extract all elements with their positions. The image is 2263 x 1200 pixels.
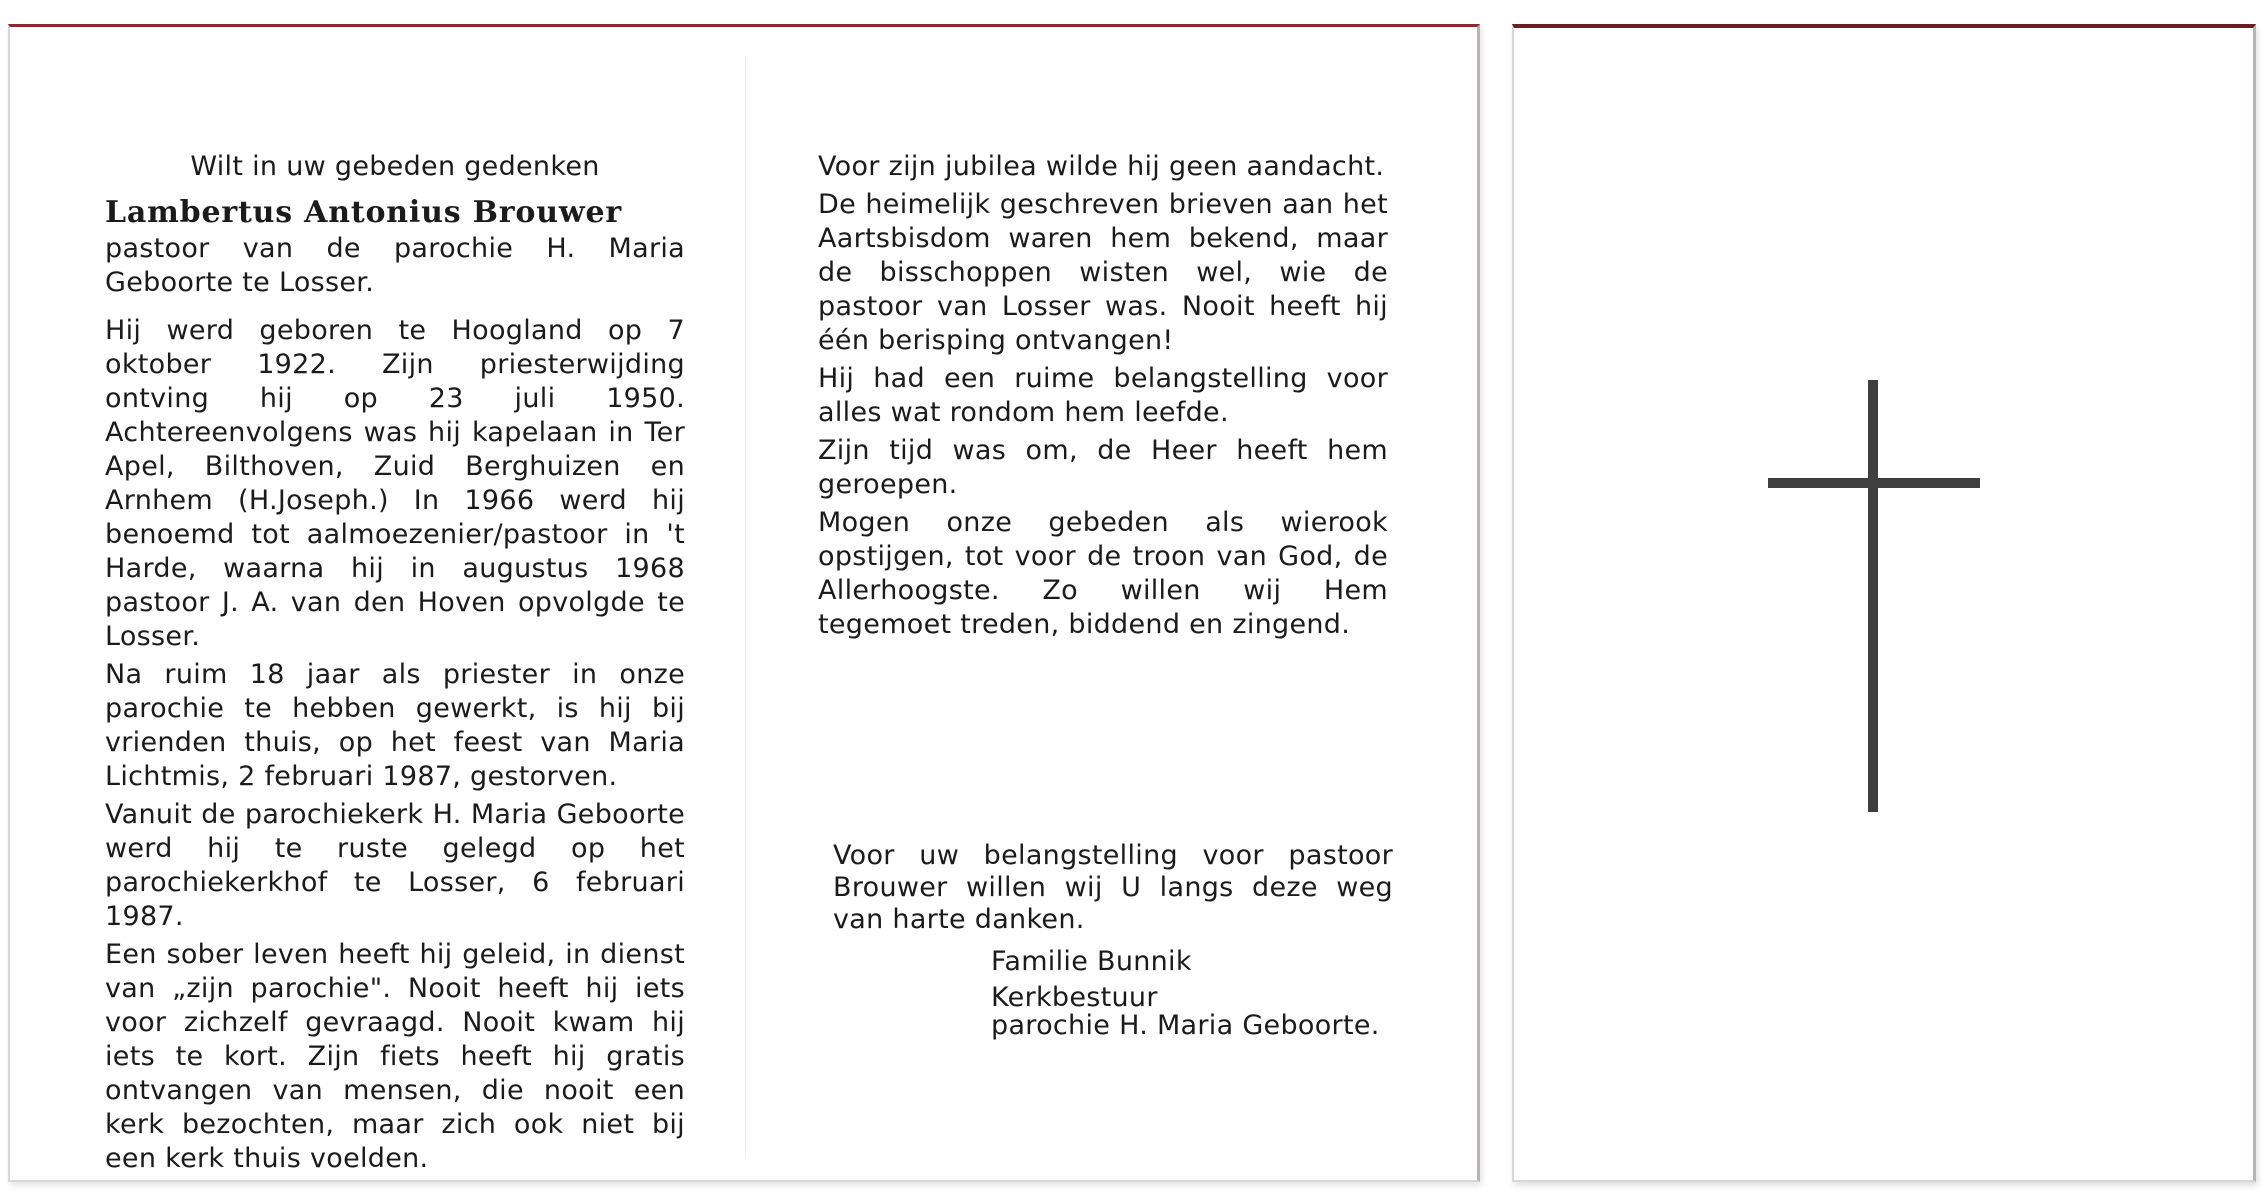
jubilee-paragraph: Voor zijn jubilea wilde hij geen aandacht. <box>818 151 1385 182</box>
biography-paragraph: Hij werd geboren te Hoogland op 7 oktober 1922. Zijn priesterwijding ontving hij op 23 juli 1950. Achtereenvolgens was hij kapelaan in Ter Apel, Bilthoven, Zuid Berghuizen en Arnhem (H.Joseph.) In 1966 werd hij benoemd tot aalmoezenier/pastoor in 't Harde, waarna hij in augustus 1968 pastoor J. A. van den Hoven opvolgde te Losser. <box>105 315 685 652</box>
memorial-heading: Wilt in uw gebeden gedenken <box>190 151 600 182</box>
signature-board: Kerkbestuur <box>991 982 1158 1013</box>
letters-paragraph: De heimelijk geschreven brieven aan het Aartsbisdom waren hem bekend, maar de bisschoppen wisten wel, wie de pastoor van Losser was. Nooit heeft hij één berisping ontvangen! <box>818 189 1388 356</box>
thanks-text: Voor uw belangstelling voor pastoor Brouwer willen wij U langs deze weg van harte danken. <box>833 840 1393 935</box>
signature-parish: parochie H. Maria Geboorte. <box>991 1010 1380 1041</box>
called-paragraph: Zijn tijd was om, de Heer heeft hem geroepen. <box>818 435 1388 500</box>
interest-paragraph: Hij had een ruime belangstelling voor alles wat rondom hem leefde. <box>818 363 1388 428</box>
thanks-section <box>833 840 1393 1044</box>
cross-vertical-bar <box>1868 380 1878 812</box>
deceased-name: Lambertus Antonius Brouwer <box>105 195 622 230</box>
fold-line <box>745 57 746 1157</box>
burial-paragraph: Vanuit de parochiekerk H. Maria Geboorte werd hij te ruste gelegd op het parochiekerkhof te Losser, 6 februari 1987. <box>105 799 685 932</box>
parish-title: pastoor van de parochie H. Maria Geboorte te Losser. <box>105 233 685 298</box>
life-paragraph: Een sober leven heeft hij geleid, in dienst van „zijn parochie". Nooit heeft hij iets voor zichzelf gevraagd. Nooit kwam hij iets te kort. Zijn fiets heeft hij gratis ontvangen van mensen, die nooit een kerk bezochten, maar zich ook niet bij een kerk thuis voelden. <box>105 939 685 1174</box>
right-column <box>818 150 1388 646</box>
cross-horizontal-bar <box>1768 478 1980 488</box>
prayer-paragraph: Mogen onze gebeden als wierook opstijgen, tot voor de troon van God, de Allerhoogste. Zo willen wij Hem tegemoet treden, biddend en zingend. <box>818 507 1388 640</box>
signature-family: Familie Bunnik <box>991 946 1192 977</box>
death-paragraph: Na ruim 18 jaar als priester in onze parochie te hebben gewerkt, is hij bij vrienden thuis, op het feest van Maria Lichtmis, 2 februari 1987, gestorven. <box>105 659 685 792</box>
memorial-card-back <box>1512 24 2256 1182</box>
left-column <box>105 150 685 1180</box>
